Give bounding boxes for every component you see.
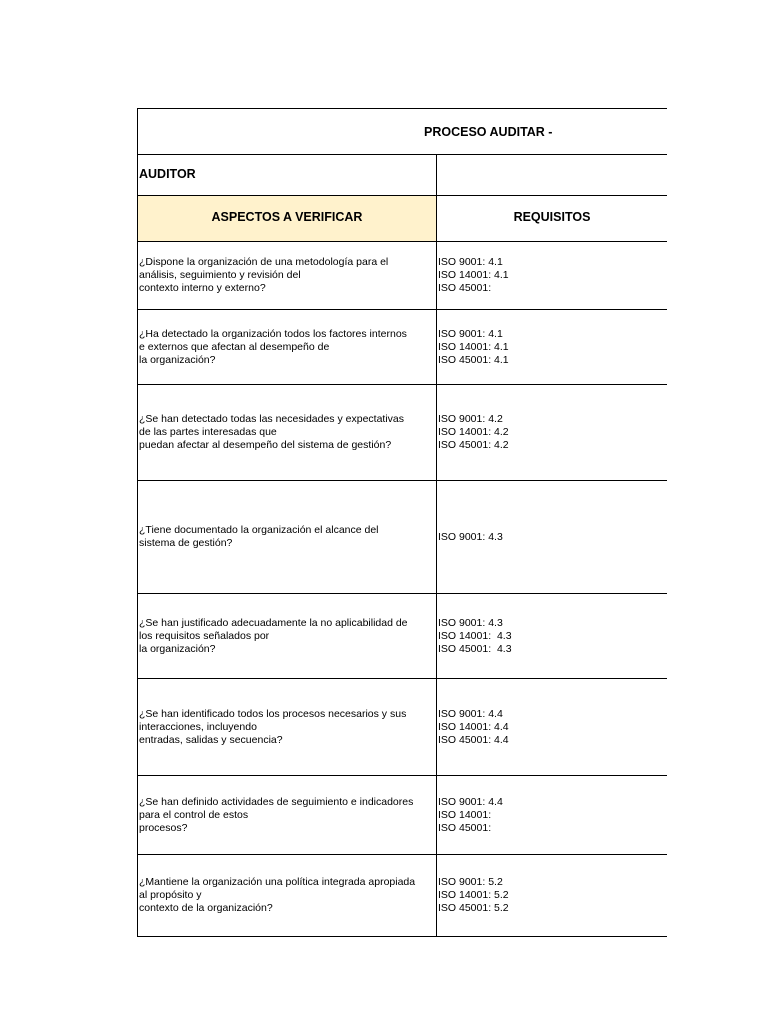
table-row	[137, 679, 667, 776]
requisitos-text: ISO 9001: 4.3	[438, 530, 503, 543]
question-text: ¿Dispone la organización de una metodología para el análisis, seguimiento y revisión del contexto interno y externo?	[139, 256, 389, 294]
table-row	[137, 855, 667, 937]
requisitos-cell[interactable]	[437, 481, 667, 593]
requisitos-text: ISO 9001: 5.2 ISO 14001: 5.2 ISO 45001: 5.2	[438, 876, 509, 914]
question-cell[interactable]	[138, 310, 437, 384]
requisitos-text: ISO 9001: 4.1 ISO 14001: 4.1 ISO 45001: 4.1	[438, 327, 509, 366]
title-row	[137, 108, 667, 155]
header-requisitos: REQUISITOS	[513, 210, 591, 224]
requisitos-text: ISO 9001: 4.1 ISO 14001: 4.1 ISO 45001:	[438, 256, 509, 294]
header-requisitos-cell	[437, 196, 667, 241]
question-text: ¿Se han definido actividades de seguimiento e indicadores para el control de estos procesos?	[139, 795, 414, 834]
process-title: PROCESO AUDITAR -	[424, 125, 553, 139]
question-text: ¿Tiene documentado la organización el alcance del sistema de gestión?	[139, 524, 379, 549]
header-aspectos-cell	[138, 196, 437, 241]
table-row	[137, 385, 667, 481]
requisitos-cell[interactable]	[437, 594, 667, 678]
question-text: ¿Ha detectado la organización todos los factores internos e externos que afectan al desempeño de la organización?	[139, 327, 407, 366]
question-cell[interactable]	[138, 679, 437, 775]
auditor-label: AUDITOR	[139, 167, 196, 181]
question-cell[interactable]	[138, 855, 437, 936]
requisitos-cell[interactable]	[437, 855, 667, 936]
question-text: ¿Se han detectado todas las necesidades y expectativas de las partes interesadas que puedan afectar al desempeño del sistema de gestión?	[139, 413, 405, 451]
question-cell[interactable]	[138, 481, 437, 593]
requisitos-text: ISO 9001: 4.4 ISO 14001: 4.4 ISO 45001: 4.4	[438, 707, 509, 746]
requisitos-cell[interactable]	[437, 385, 667, 480]
question-cell[interactable]	[138, 385, 437, 480]
requisitos-cell[interactable]	[437, 310, 667, 384]
table-row	[137, 242, 667, 310]
header-row	[137, 196, 667, 242]
table-row	[137, 594, 667, 679]
requisitos-cell[interactable]	[437, 776, 667, 854]
table-row	[137, 310, 667, 385]
question-text: ¿Se han identificado todos los procesos necesarios y sus interacciones, incluyendo entradas, salidas y secuencia?	[139, 707, 407, 746]
question-cell[interactable]	[138, 594, 437, 678]
question-cell[interactable]	[138, 776, 437, 854]
header-aspectos: ASPECTOS A VERIFICAR	[211, 210, 363, 224]
auditor-label-cell	[138, 155, 437, 195]
requisitos-text: ISO 9001: 4.2 ISO 14001: 4.2 ISO 45001: 4.2	[438, 413, 509, 451]
auditor-row	[137, 155, 667, 196]
auditor-value-cell[interactable]	[437, 155, 667, 195]
requisitos-cell[interactable]	[437, 242, 667, 309]
requisitos-text: ISO 9001: 4.4 ISO 14001: ISO 45001:	[438, 795, 503, 834]
question-text: ¿Se han justificado adecuadamente la no aplicabilidad de los requisitos señalados por la organización?	[139, 616, 408, 655]
question-cell[interactable]	[138, 242, 437, 309]
requisitos-text: ISO 9001: 4.3 ISO 14001: 4.3 ISO 45001: 4.3	[438, 616, 512, 655]
question-text: ¿Mantiene la organización una política integrada apropiada al propósito y contexto de la organización?	[139, 876, 416, 914]
requisitos-cell[interactable]	[437, 679, 667, 775]
table-row	[137, 776, 667, 855]
audit-checklist-table	[137, 108, 667, 937]
table-row	[137, 481, 667, 594]
